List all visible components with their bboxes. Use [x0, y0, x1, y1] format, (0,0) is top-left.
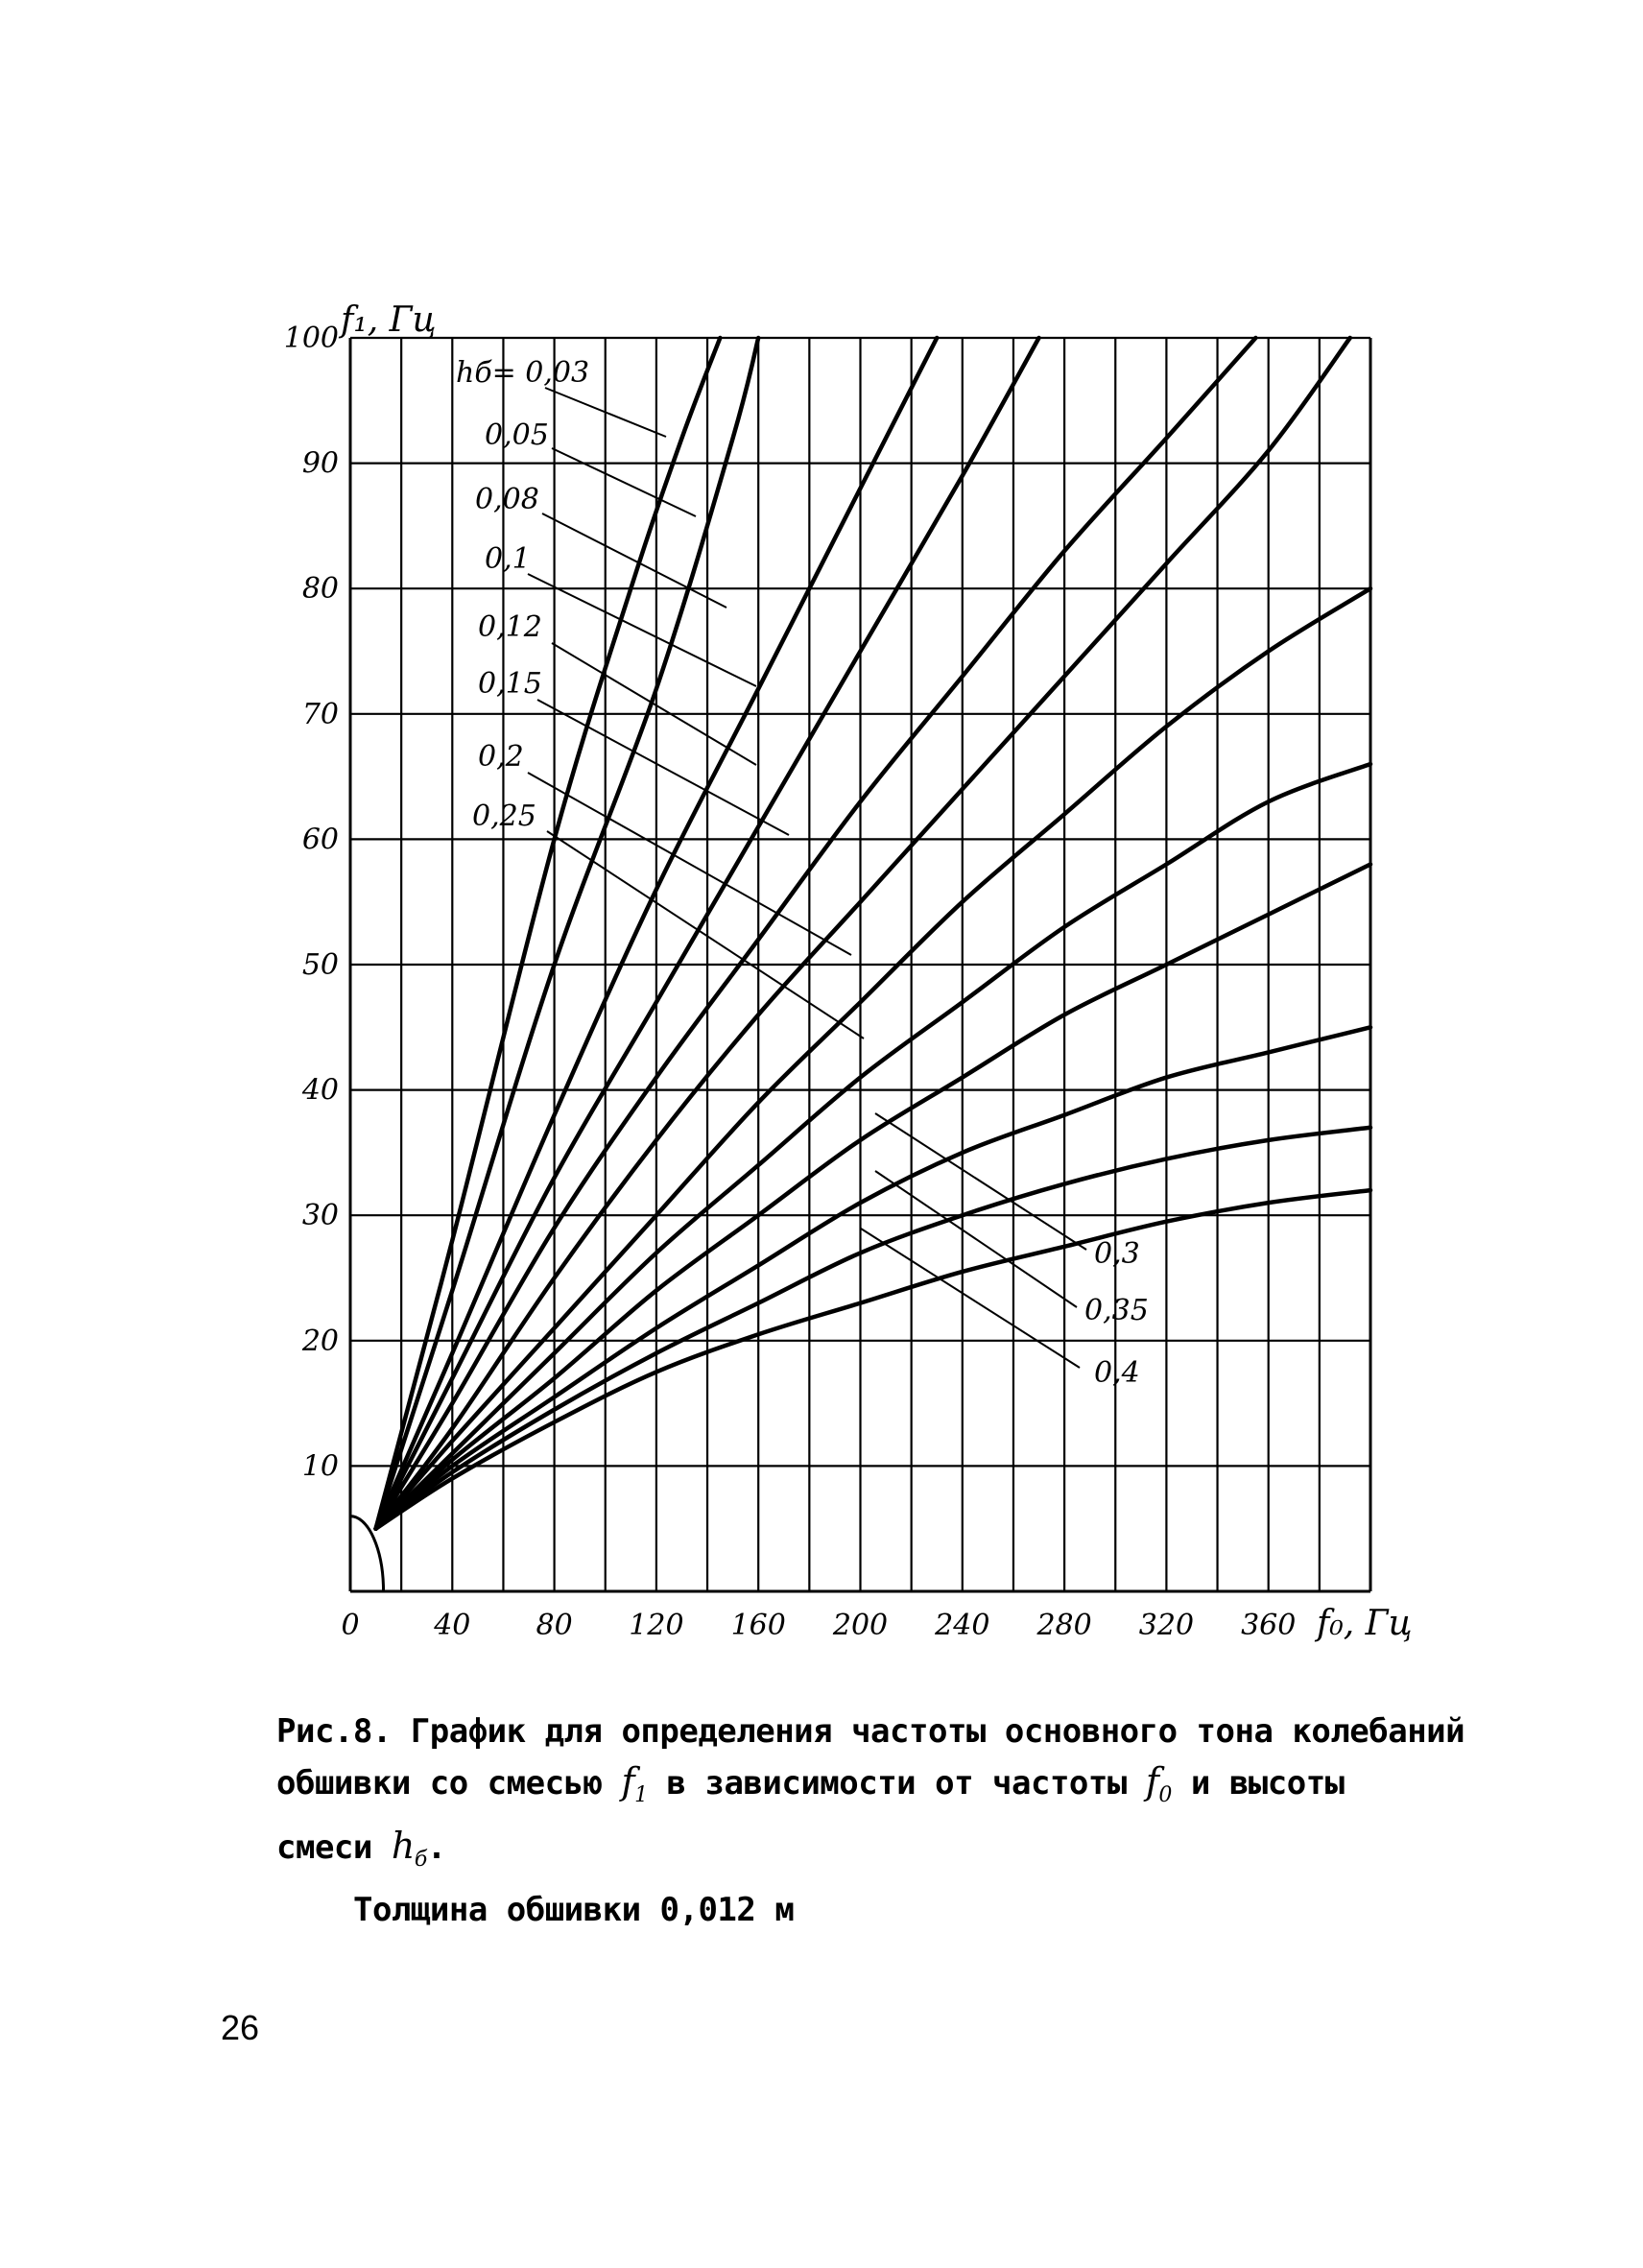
series-label-6: 0,2 — [478, 740, 524, 774]
symbol-f0 — [1145, 1760, 1172, 1807]
series-line-1 — [376, 338, 759, 1529]
y-tick-label: 90 — [301, 446, 339, 481]
x-tick-label: 320 — [1138, 1609, 1195, 1642]
caption-line-1: Рис.8. График для определения частоты основного тона колебаний — [276, 1712, 1465, 1751]
caption-dot: . — [426, 1828, 446, 1867]
y-tick-label: 20 — [301, 1324, 339, 1358]
series-label-1: 0,05 — [485, 418, 549, 452]
caption-line-3 — [276, 1821, 1457, 1885]
symbol-letter: f — [621, 1760, 635, 1802]
caption-text: смеси — [276, 1828, 372, 1867]
series-label-3: 0,1 — [485, 542, 531, 576]
series-labels — [456, 356, 1149, 1390]
x-tick-label: 120 — [629, 1609, 684, 1642]
chart-series — [376, 338, 1370, 1529]
leader-line-3 — [528, 574, 756, 686]
caption-text: и высоты — [1190, 1764, 1345, 1802]
y-tick-label: 40 — [301, 1073, 339, 1108]
x-tick-label: 200 — [832, 1609, 889, 1642]
symbol-letter: h — [391, 1825, 415, 1867]
series-label-10: 0,4 — [1094, 1356, 1140, 1390]
y-tick-label: 50 — [301, 948, 339, 982]
y-tick-label: 70 — [301, 697, 339, 731]
y-axis-title: f₁, Гц — [341, 300, 437, 340]
symbol-subscript: б — [414, 1848, 427, 1872]
y-tick-label: 60 — [301, 823, 339, 857]
symbol-subscript: 0 — [1158, 1783, 1172, 1807]
series-label-5: 0,15 — [478, 667, 542, 701]
caption-line-4: Толщина обшивки 0,012 м — [353, 1891, 795, 1929]
leader-line-8 — [875, 1113, 1086, 1250]
y-tick-label: 100 — [283, 322, 339, 355]
symbol-subscript: 1 — [634, 1783, 648, 1807]
series-label-8: 0,3 — [1094, 1237, 1140, 1271]
page-number: 26 — [221, 2008, 260, 2047]
x-tick-label: 280 — [1036, 1609, 1092, 1642]
y-tick-label: 80 — [301, 572, 339, 607]
series-label-0: hб= 0,03 — [456, 356, 590, 390]
symbol-letter: f — [1145, 1760, 1159, 1802]
label-leader-lines — [528, 388, 1086, 1368]
x-tick-label: 0 — [341, 1609, 360, 1642]
series-label-4: 0,12 — [478, 610, 542, 644]
y-tick-label: 30 — [301, 1199, 339, 1233]
figure-caption — [276, 1707, 1465, 1935]
x-tick-label: 160 — [730, 1609, 786, 1642]
caption-line-2 — [276, 1756, 1457, 1821]
x-axis-title: f₀, Гц — [1317, 1604, 1413, 1643]
series-label-9: 0,35 — [1084, 1294, 1149, 1327]
caption-text: в зависимости от частоты — [666, 1764, 1127, 1802]
series-label-7: 0,25 — [472, 800, 536, 833]
series-label-2: 0,08 — [475, 483, 539, 516]
caption-text: обшивки со смесью — [276, 1764, 603, 1802]
y-tick-label: 10 — [301, 1449, 339, 1484]
series-line-5 — [376, 338, 1350, 1529]
x-tick-label: 80 — [536, 1609, 573, 1642]
leader-line-6 — [528, 773, 851, 955]
x-tick-label: 240 — [935, 1609, 990, 1642]
x-tick-label: 40 — [434, 1609, 471, 1642]
symbol-h — [391, 1825, 427, 1872]
x-tick-label: 360 — [1241, 1609, 1297, 1642]
symbol-f1 — [621, 1760, 648, 1807]
